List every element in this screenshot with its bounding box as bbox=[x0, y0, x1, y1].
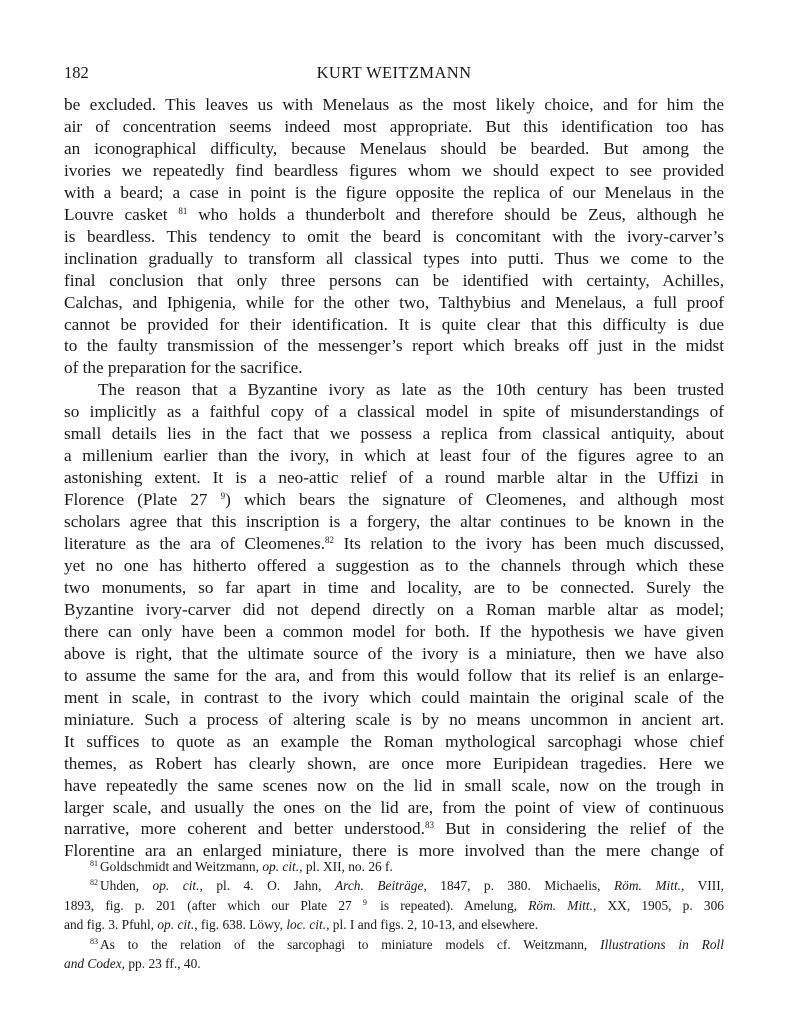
footnote-82-cont: 1893, fig. p. 201 (after which our Plate 27 $^9$ is repeated). Amelung, Röm. Mitt., XX, 1905, p. 306 bbox=[64, 897, 724, 913]
text-line: so implicitly as a faithful copy of a classical model in spite of misunderstandings of bbox=[64, 402, 724, 422]
running-title: KURT WEITZMANN bbox=[316, 63, 472, 82]
plate-ref: 9 bbox=[220, 491, 226, 502]
footnote-ref: 83 bbox=[424, 820, 434, 831]
text-line: yet no one has hitherto offered a suggestion as to the channels through which these bbox=[64, 556, 724, 576]
footnote-83: $^{83}$ As to the relation of the sarcophagi to miniature models cf. Weitzmann, Illustrations in Roll bbox=[90, 936, 725, 952]
footnote-81: $^{81}$ Goldschmidt and Weitzmann, op. cit., pl. XII, no. 26 f. bbox=[90, 859, 393, 874]
footnote-ref: 82 bbox=[325, 535, 335, 546]
text-line: astonishing extent. It is a neo-attic relief of a round marble altar in the Uffizi in bbox=[64, 468, 724, 488]
footnotes bbox=[64, 857, 724, 973]
page-header bbox=[64, 63, 724, 83]
text-line: air of concentration seems indeed most appropriate. But this identification too has bbox=[64, 116, 724, 136]
text-line: literature as the ara of Cleomenes.$^{82}$ Its relation to the ivory has been much discussed, bbox=[64, 534, 725, 554]
text-line: inclination gradually to transform all classical types into putti. Thus we come to the bbox=[64, 248, 724, 268]
text-line: larger scale, and usually the ones on the lid are, from the point of view of continuous bbox=[64, 797, 724, 817]
body-text bbox=[64, 94, 724, 862]
text-line: of the preparation for the sacrifice. bbox=[64, 358, 303, 378]
text-line: have repeatedly the same scenes now on the lid in small scale, now on the trough in bbox=[64, 775, 724, 795]
page-number: 182 bbox=[64, 63, 89, 82]
text-line: narrative, more coherent and better understood.$^{83}$ But in considering the relief of the bbox=[64, 819, 724, 839]
text-line: above is right, that the ultimate source of the ivory is a miniature, then we have also bbox=[64, 643, 724, 663]
text-line: is beardless. This tendency to omit the beard is concomitant with the ivory-carver’s bbox=[64, 226, 724, 246]
text-line: Florentine ara an enlarged miniature, there is more involved than the mere change of bbox=[64, 841, 724, 861]
text-line: Calchas, and Iphigenia, while for the other two, Talthybius and Menelaus, a full proof bbox=[64, 292, 724, 312]
text-line: It suffices to quote as an example the Roman mythological sarcophagi whose chief bbox=[64, 731, 724, 751]
footnote-82-cont: and fig. 3. Pfuhl, op. cit., fig. 638. Löwy, loc. cit., pl. I and figs. 2, 10-13, and elsewhere. bbox=[64, 917, 539, 933]
text-line: miniature. Such a process of altering scale is by no means uncommon in ancient art. bbox=[64, 709, 724, 729]
text-line: a millenium earlier than the ivory, in which at least four of the figures agree to an bbox=[64, 446, 724, 466]
text-line: ment in scale, in contrast to the ivory which could maintain the original scale of the bbox=[64, 687, 724, 707]
text-line: themes, as Robert has clearly shown, are once more Euripidean tragedies. Here we bbox=[64, 753, 724, 773]
text-line: with a beard; a case in point is the figure opposite the replica of our Menelaus in the bbox=[64, 182, 724, 202]
text-line: Louvre casket $^{81}$ who holds a thunderbolt and therefore should be Zeus, although he bbox=[64, 204, 724, 224]
text-line: there can only have been a common model for both. If the hypothesis we have given bbox=[64, 621, 724, 641]
text-line: to assume the same for the ara, and from this would follow that its relief is an enlarge- bbox=[64, 665, 724, 685]
text-line: to the faulty transmission of the messenger’s report which breaks off just in the midst bbox=[64, 336, 724, 356]
text-line: an iconographical difficulty, because Menelaus should be bearded. But among the bbox=[64, 138, 724, 158]
text-line: small details lies in the fact that we possess a replica from classical antiquity, about bbox=[64, 424, 724, 444]
footnote-82: $^{82}$ Uhden, op. cit., pl. 4. O. Jahn, Arch. Beiträge, 1847, p. 380. Michaelis, Röm. Mitt., VIII, bbox=[90, 878, 724, 894]
text-line: be excluded. This leaves us with Menelaus as the most likely choice, and for him the bbox=[64, 95, 724, 114]
text-line: Byzantine ivory-carver did not depend directly on a Roman marble altar as model; bbox=[64, 599, 724, 619]
footnote-83-cont: and Codex, pp. 23 ff., 40. bbox=[64, 956, 201, 972]
text-line: scholars agree that this inscription is a forgery, the altar continues to be known in the bbox=[64, 512, 724, 532]
footnote-ref: 81 bbox=[178, 205, 188, 216]
text-line: two monuments, so far apart in time and locality, are to be connected. Surely the bbox=[64, 577, 724, 597]
text-line: final conclusion that only three persons can be identified with certainty, Achilles, bbox=[64, 270, 724, 290]
text-line: cannot be provided for their identification. It is quite clear that this difficulty is due bbox=[64, 314, 724, 334]
text-line: The reason that a Byzantine ivory as late as the 10th century has been trusted bbox=[98, 380, 724, 400]
text-line: Florence (Plate 27 $^9$) which bears the signature of Cleomenes, and although most bbox=[64, 490, 724, 510]
text-line: ivories we repeatedly find beardless figures whom we should expect to see provided bbox=[64, 160, 724, 180]
